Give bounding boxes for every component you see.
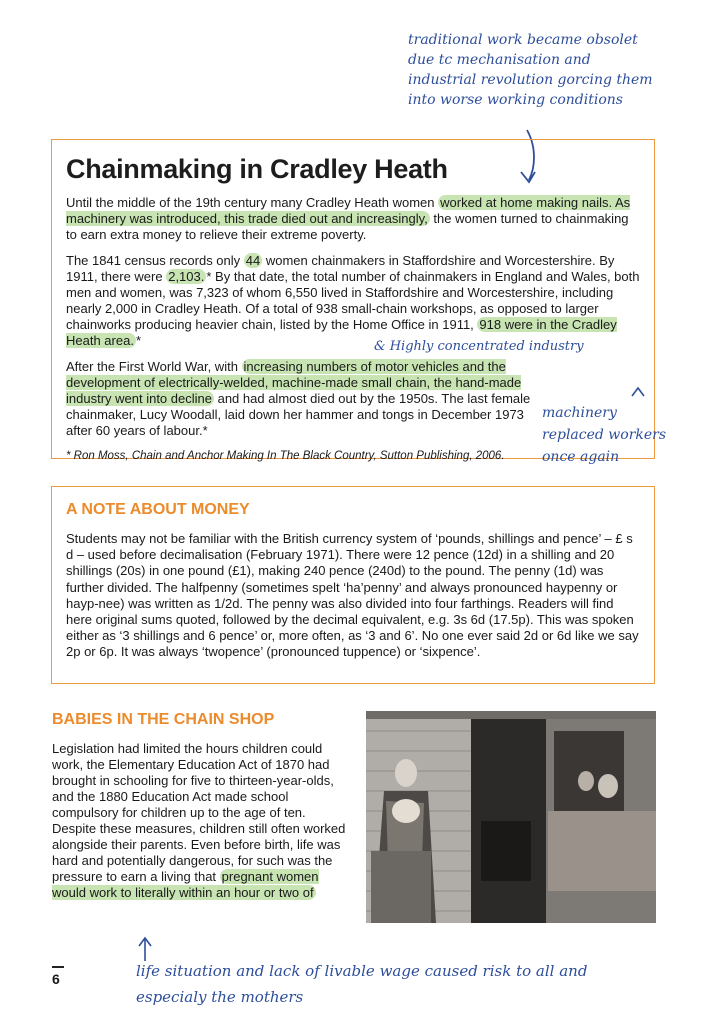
highlight: 44	[245, 253, 261, 268]
paragraph-1	[66, 195, 640, 243]
money-body: Students may not be familiar with the British currency system of ‘pounds, shillings and pence’ – £ s d – used before decimalisation (February 1971). There were 12 pence (12d) in a shilling and 20 shillings (20s) in one pound (£1), making 240 pence (240d) to the pound. The penny (1d) was further divided. The halfpenny (sometimes spelt ‘ha’penny’ and always pronounced haypenny or hayp-nee) was written as 1/2d. The penny was also divided into four farthings. Readers will find here original sums quoted, followed by the decimal equivalent, e.g. 3s 6d (17.5p). This was spoken either as ‘3 shillings and 6 pence’ or, more often, as ‘3 and 6’. No one ever said 2d or 6d like we say 2p or 6p. It was always ‘twopence’ (pronounced tuppence) or ‘sixpence’.	[66, 531, 639, 660]
handwritten-note-machinery: machinery replaced workers once again	[542, 405, 667, 465]
highlight: 918 were in the Cradley Heath area.	[66, 317, 617, 348]
money-heading: A NOTE ABOUT MONEY	[66, 501, 250, 518]
footnote: * Ron Moss, Chain and Anchor Making In The Black Country, Sutton Publishing, 2006.	[66, 450, 505, 462]
highlight: worked at home making nails. As machinery was introduced, this trade died out and increasingly,	[66, 195, 631, 226]
text: Legislation had limited the hours children could work, the Elementary Education Act of 1870 had brought in schooling for five to thirteen-year-olds, and the 1880 Education Act made school compulsory for children up to the age of ten. Despite these measures, children still often worked alongside their parents. Even before birth, life was hard and potentially dangerous, for such was the pressure to earn a living that	[52, 741, 346, 884]
highlight: 2,103.	[168, 269, 205, 284]
page-title: Chainmaking in Cradley Heath	[66, 154, 448, 184]
babies-heading: BABIES IN THE CHAIN SHOP	[52, 711, 275, 728]
text: women chainmakers in Staffordshire and Worcestershire. By 1911, there were	[66, 253, 615, 284]
text: Until the middle of the 19th century many Cradley Heath women	[66, 195, 439, 210]
money-note-section	[51, 486, 655, 684]
babies-body	[52, 741, 350, 901]
chain-shop-photo	[366, 711, 656, 923]
paragraph-2	[66, 253, 640, 349]
text: The 1841 census records only	[66, 253, 244, 268]
handwritten-note-bottom: life situation and lack of livable wage caused risk to all and especialy the mothers	[136, 962, 588, 1006]
babies-section	[52, 711, 350, 901]
arrow-up-icon	[628, 386, 648, 406]
highlight: pregnant women would work to literally within an hour or two of	[52, 869, 319, 900]
page-number-rule	[52, 966, 64, 968]
handwritten-note-top: traditional work became obsolet due tc mechanisation and industrial revolution gorcing them into worse working conditions	[408, 32, 653, 108]
page-number: 6	[52, 971, 60, 987]
paragraph-3	[66, 359, 536, 439]
text: the women turned to chainmaking to earn extra money to relieve their extreme poverty.	[66, 211, 629, 242]
text: * By that date, the total number of chainmakers in England and Wales, both men and women, was 7,323 of whom 6,550 lived in Staffordshire and Worcestershire, including nearly 2,000 in Cradley Heath. Of a total of 938 small-chain workshops, as opposed to larger chainworks producing heavier chain, listed by the Home Office in 1911,	[66, 269, 640, 332]
handwritten-note-concentrated: & Highly concentrated industry	[374, 339, 584, 354]
text: After the First World War, with	[66, 359, 242, 374]
text: *	[135, 333, 141, 348]
text: and had almost died out by the 1950s. The last female chainmaker, Lucy Woodall, laid down her hammer and tongs in December 1973 after 60 years of labour.*	[66, 391, 531, 438]
highlight: increasing numbers of motor vehicles and the development of electrically-welded, machine-made small chain, the hand-made industry went into decline	[66, 359, 522, 406]
